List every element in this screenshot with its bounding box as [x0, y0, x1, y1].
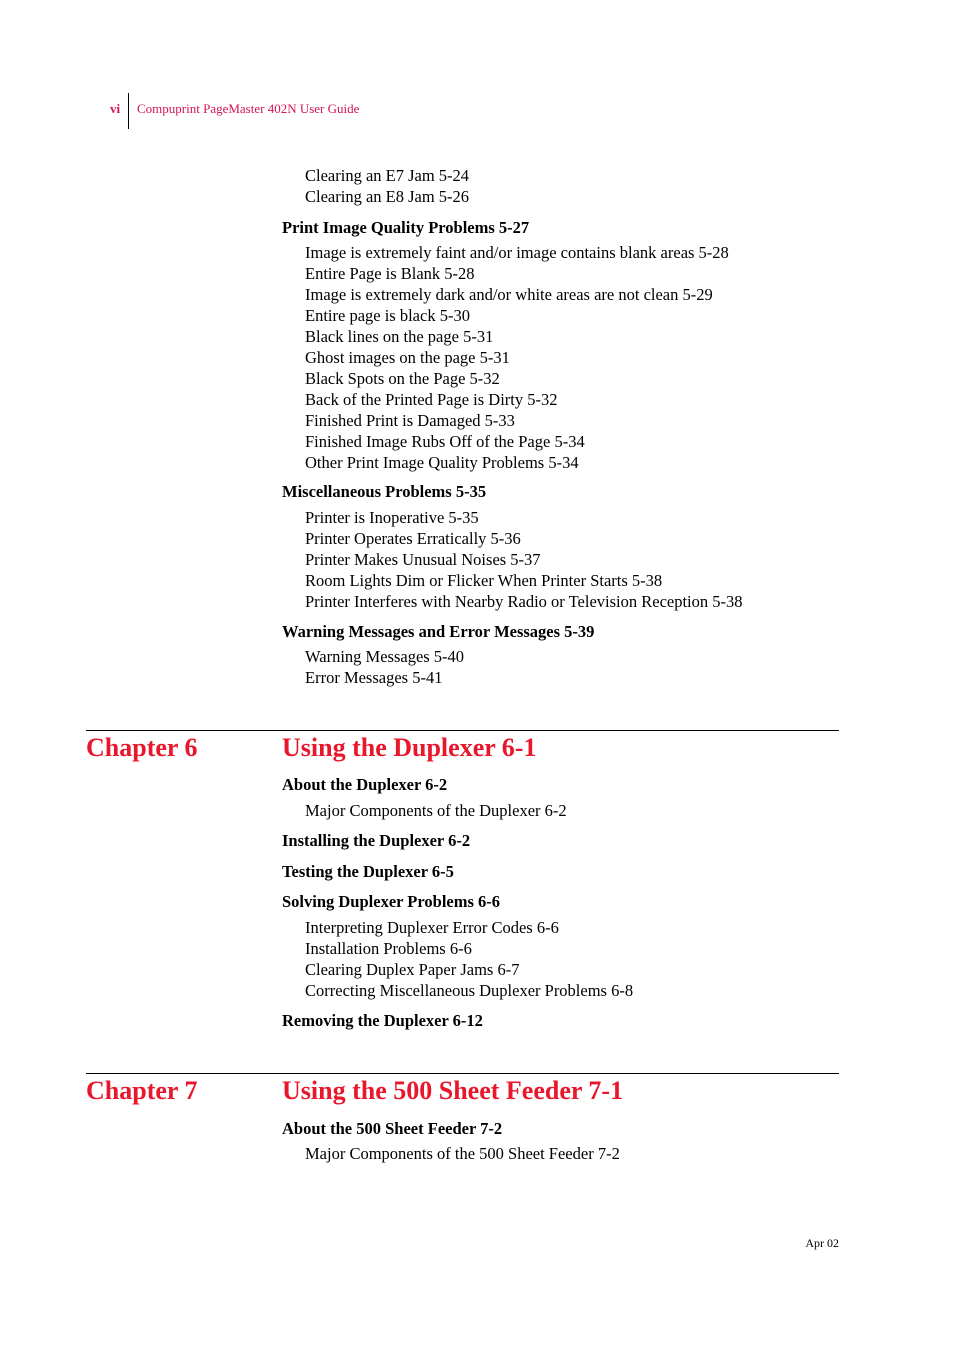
toc-section[interactable]: About the 500 Sheet Feeder 7-2 — [282, 1119, 503, 1138]
toc-item[interactable]: Clearing an E8 Jam 5-26 — [305, 187, 470, 206]
toc-item-group — [305, 242, 729, 473]
chapter-label: Chapter 7 — [86, 1076, 198, 1105]
toc-item[interactable]: Other Print Image Quality Problems 5-34 — [305, 453, 579, 472]
header-title: Compuprint PageMaster 402N User Guide — [137, 101, 360, 116]
toc-item[interactable]: Installation Problems 6-6 — [305, 939, 472, 958]
toc-item[interactable]: Image is extremely faint and/or image contains blank areas 5-28 — [305, 243, 729, 262]
chapter-label: Chapter 6 — [86, 733, 198, 762]
toc-item[interactable]: Interpreting Duplexer Error Codes 6-6 — [305, 918, 559, 937]
toc-item[interactable]: Correcting Miscellaneous Duplexer Problems 6-8 — [305, 981, 634, 1000]
toc-item-group — [305, 917, 633, 1001]
toc-item[interactable]: Back of the Printed Page is Dirty 5-32 — [305, 390, 558, 409]
chapter-title[interactable]: Using the Duplexer 6-1 — [282, 733, 537, 762]
toc-section[interactable]: Testing the Duplexer 6-5 — [282, 862, 454, 881]
toc-item[interactable]: Printer Makes Unusual Noises 5-37 — [305, 550, 541, 569]
toc-item[interactable]: Entire page is black 5-30 — [305, 306, 470, 325]
toc-item-group — [305, 646, 464, 688]
toc-item[interactable]: Black lines on the page 5-31 — [305, 327, 494, 346]
toc-item[interactable]: Finished Image Rubs Off of the Page 5-34 — [305, 432, 585, 451]
toc-item-group — [305, 165, 469, 207]
toc-item[interactable]: Warning Messages 5-40 — [305, 647, 465, 666]
toc-item[interactable]: Error Messages 5-41 — [305, 668, 443, 687]
chapter-title[interactable]: Using the 500 Sheet Feeder 7-1 — [282, 1076, 624, 1105]
toc-section[interactable]: Installing the Duplexer 6-2 — [282, 831, 471, 850]
toc-item[interactable]: Printer Operates Erratically 5-36 — [305, 529, 521, 548]
toc-section[interactable]: Warning Messages and Error Messages 5-39 — [282, 622, 595, 641]
toc-item[interactable]: Printer Interferes with Nearby Radio or Television Reception 5-38 — [305, 592, 743, 611]
chapter-rule — [86, 1073, 839, 1074]
page-number: vi — [110, 101, 121, 116]
toc-item[interactable]: Image is extremely dark and/or white areas are not clean 5-29 — [305, 285, 713, 304]
toc-item[interactable]: Room Lights Dim or Flicker When Printer Starts 5-38 — [305, 571, 663, 590]
footer-date: Apr 02 — [805, 1236, 839, 1250]
toc-section[interactable]: Miscellaneous Problems 5-35 — [282, 482, 487, 501]
toc-section[interactable]: Solving Duplexer Problems 6-6 — [282, 892, 501, 911]
toc-item[interactable]: Ghost images on the page 5-31 — [305, 348, 510, 367]
toc-item[interactable]: Black Spots on the Page 5-32 — [305, 369, 500, 388]
toc-item[interactable]: Major Components of the 500 Sheet Feeder 7-2 — [305, 1144, 620, 1163]
header-divider — [128, 93, 129, 129]
toc-item-group — [305, 507, 743, 612]
toc-section[interactable]: About the Duplexer 6-2 — [282, 775, 448, 794]
toc-item[interactable]: Printer is Inoperative 5-35 — [305, 508, 479, 527]
toc-item[interactable]: Clearing an E7 Jam 5-24 — [305, 166, 470, 185]
toc-item[interactable]: Clearing Duplex Paper Jams 6-7 — [305, 960, 520, 979]
toc-item[interactable]: Major Components of the Duplexer 6-2 — [305, 801, 567, 820]
toc-section[interactable]: Print Image Quality Problems 5-27 — [282, 218, 530, 237]
toc-section[interactable]: Removing the Duplexer 6-12 — [282, 1011, 483, 1030]
chapter-rule — [86, 730, 839, 731]
toc-item[interactable]: Finished Print is Damaged 5-33 — [305, 411, 515, 430]
toc-item[interactable]: Entire Page is Blank 5-28 — [305, 264, 475, 283]
